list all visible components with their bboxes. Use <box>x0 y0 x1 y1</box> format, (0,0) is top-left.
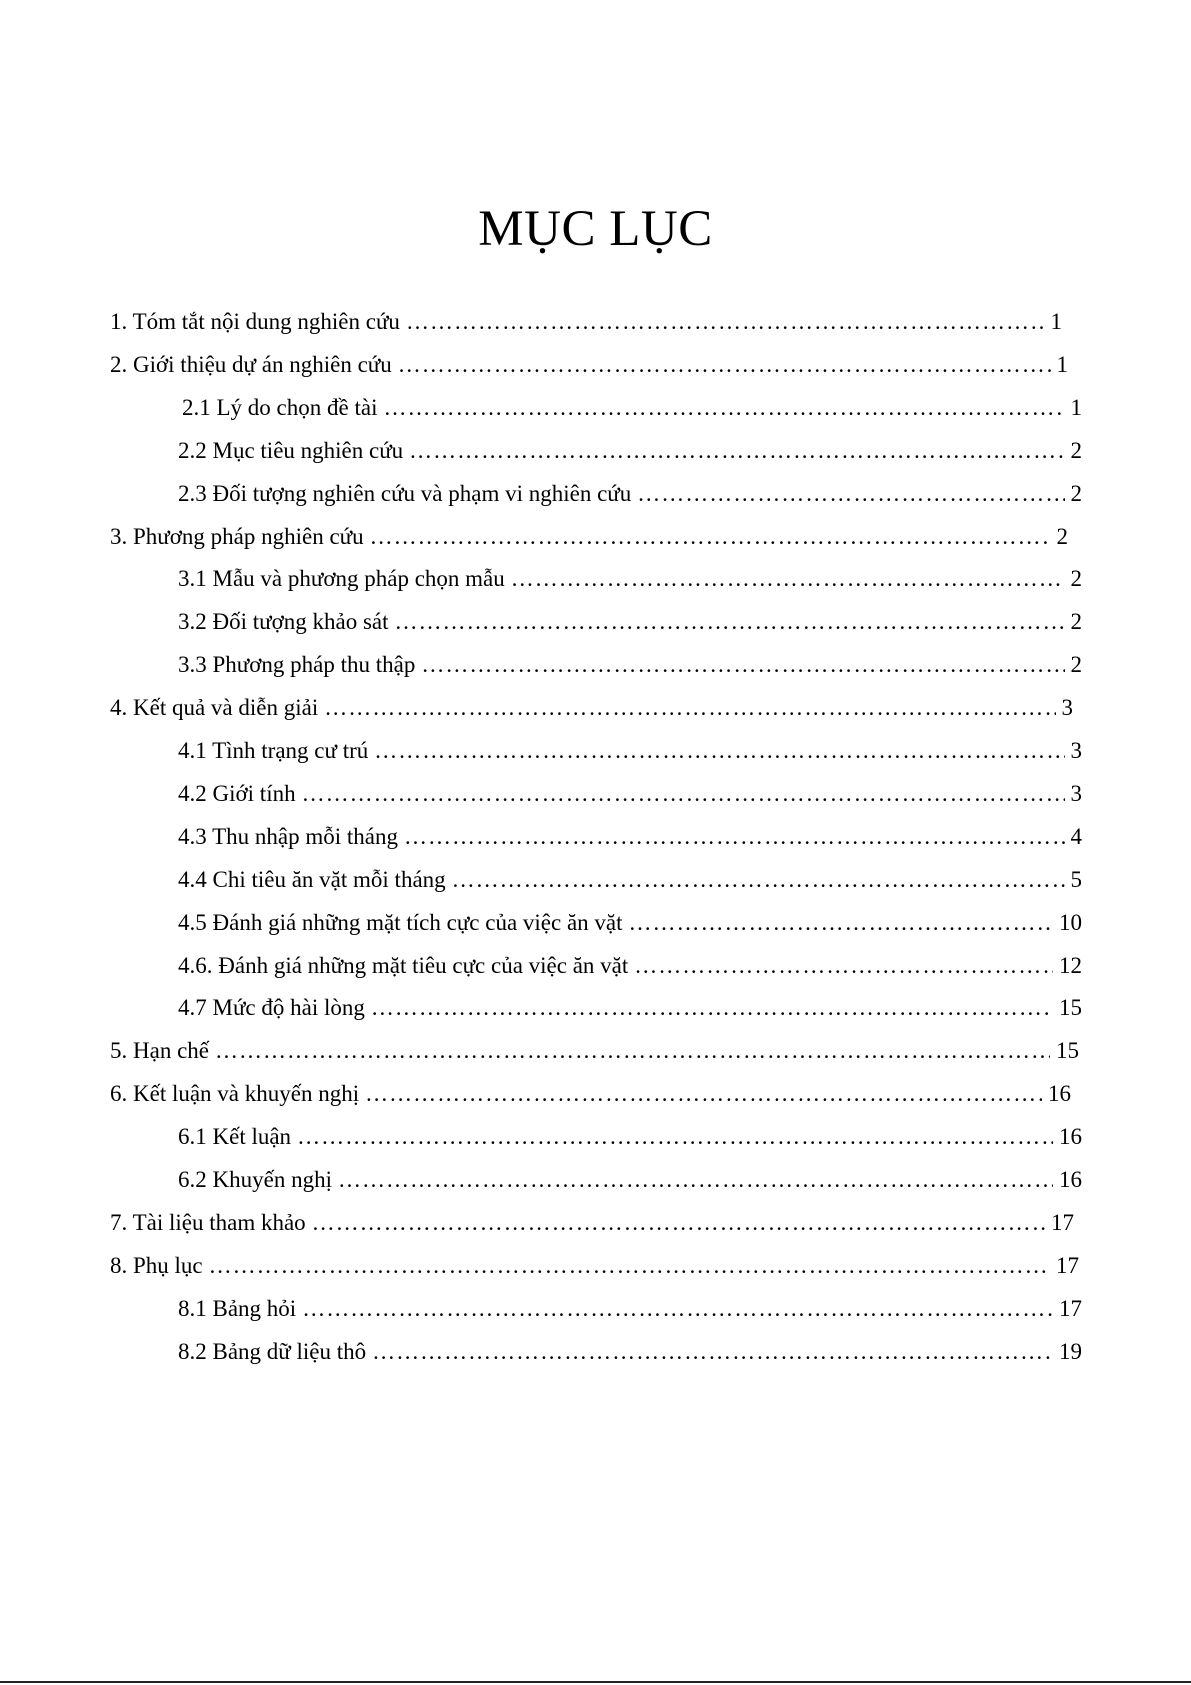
toc-entry-label: 1. Tóm tắt nội dung nghiên cứu <box>110 309 400 334</box>
toc-entry-label: 4.4 Chi tiêu ăn vặt mỗi tháng <box>178 867 446 892</box>
toc-entry-label: 3.2 Đối tượng khảo sát <box>178 609 389 634</box>
toc-entry-label: 4.2 Giới tính <box>178 781 296 806</box>
toc-entry-page-number: 3 <box>1070 738 1082 763</box>
toc-leader-dots <box>302 779 1065 809</box>
toc-entry-label: 4. Kết quả và diễn giải <box>110 695 319 720</box>
toc-entry[interactable] <box>178 908 1082 938</box>
toc-entry-page-number: 16 <box>1059 1124 1082 1149</box>
toc-leader-dots <box>297 1122 1053 1152</box>
toc-entry[interactable] <box>178 779 1082 809</box>
toc-entry[interactable] <box>110 350 1068 380</box>
toc-entry-page-number: 3 <box>1070 781 1082 806</box>
toc-leader-dots <box>215 1036 1050 1066</box>
toc-leader-dots <box>406 307 1045 337</box>
toc-leader-dots <box>383 393 1064 423</box>
toc-entry-page-number: 2 <box>1070 481 1082 506</box>
toc-entry[interactable] <box>178 607 1082 637</box>
toc-leader-dots <box>338 1165 1053 1195</box>
page-bottom-border <box>0 1681 1191 1683</box>
toc-entry-page-number: 2 <box>1070 438 1082 463</box>
toc-entry-page-number: 5 <box>1070 867 1082 892</box>
toc-entry-page-number: 2 <box>1070 566 1082 591</box>
toc-leader-dots <box>637 479 1064 509</box>
toc-entry-page-number: 15 <box>1059 995 1082 1020</box>
toc-entry[interactable] <box>178 822 1082 852</box>
toc-leader-dots <box>452 865 1065 895</box>
toc-entry-label: 6. Kết luận và khuyến nghị <box>110 1081 360 1106</box>
toc-entry-label: 4.5 Đánh giá những mặt tích cực của việc ăn vặt <box>178 910 623 935</box>
toc-leader-dots <box>374 736 1064 766</box>
toc-entry-label: 4.6. Đánh giá những mặt tiêu cực của việc ăn vặt <box>178 953 629 978</box>
toc-leader-dots <box>209 1251 1050 1281</box>
toc-entry-label: 2.3 Đối tượng nghiên cứu và phạm vi nghiên cứu <box>178 481 632 506</box>
toc-entry[interactable] <box>178 564 1082 594</box>
toc-entry[interactable] <box>178 993 1082 1023</box>
toc-entry-page-number: 16 <box>1059 1167 1082 1192</box>
toc-entry[interactable] <box>182 393 1082 423</box>
toc-entry-label: 6.2 Khuyến nghị <box>178 1167 332 1192</box>
toc-entry[interactable] <box>110 1251 1079 1281</box>
toc-leader-dots <box>629 908 1053 938</box>
toc-leader-dots <box>312 1208 1045 1238</box>
toc-entry-label: 3.1 Mẫu và phương pháp chọn mẫu <box>178 566 505 591</box>
toc-leader-dots <box>302 1294 1053 1324</box>
toc-leader-dots <box>398 350 1051 380</box>
toc-entry-label: 8.1 Bảng hỏi <box>178 1296 297 1321</box>
toc-entry-page-number: 10 <box>1059 910 1082 935</box>
toc-leader-dots <box>370 522 1051 552</box>
toc-entry[interactable] <box>178 650 1082 680</box>
toc-entry-label: 2.2 Mục tiêu nghiên cứu <box>178 438 404 463</box>
toc-entry-label: 4.7 Mức độ hài lòng <box>178 995 365 1020</box>
toc-entry-label: 3.3 Phương pháp thu thập <box>178 652 416 677</box>
toc-entry[interactable] <box>110 522 1068 552</box>
toc-leader-dots <box>404 822 1065 852</box>
page-title: MỤC LỤC <box>478 201 713 257</box>
toc-entry[interactable] <box>178 1294 1082 1324</box>
toc-leader-dots <box>395 607 1065 637</box>
toc-entry-page-number: 12 <box>1059 953 1082 978</box>
toc-entry[interactable] <box>178 1337 1082 1367</box>
toc-entry-page-number: 4 <box>1070 824 1082 849</box>
toc-leader-dots <box>511 564 1065 594</box>
toc-entry[interactable] <box>178 1122 1082 1152</box>
toc-entry[interactable] <box>178 865 1082 895</box>
toc-leader-dots <box>371 993 1053 1023</box>
toc-leader-dots <box>324 693 1055 723</box>
toc-entry-label: 7. Tài liệu tham khảo <box>110 1210 306 1235</box>
toc-leader-dots <box>365 1079 1042 1109</box>
toc-leader-dots <box>421 650 1064 680</box>
toc-entry-page-number: 3 <box>1061 695 1073 720</box>
toc-entry-page-number: 1 <box>1050 309 1062 334</box>
toc-entry-page-number: 1 <box>1056 352 1068 377</box>
toc-entry-page-number: 17 <box>1051 1210 1074 1235</box>
toc-leader-dots <box>634 951 1053 981</box>
toc-entry[interactable] <box>178 479 1082 509</box>
toc-entry[interactable] <box>178 436 1082 466</box>
toc-entry-label: 4.1 Tình trạng cư trú <box>178 738 369 763</box>
toc-entry-label: 8.2 Bảng dữ liệu thô <box>178 1339 367 1364</box>
toc-entry[interactable] <box>178 1165 1082 1195</box>
toc-entry-label: 3. Phương pháp nghiên cứu <box>110 524 364 549</box>
toc-entry-page-number: 16 <box>1048 1081 1071 1106</box>
toc-entry-page-number: 19 <box>1059 1339 1082 1364</box>
toc-leader-dots <box>409 436 1064 466</box>
toc-entry[interactable] <box>110 693 1073 723</box>
toc-entry-label: 2. Giới thiệu dự án nghiên cứu <box>110 352 392 377</box>
toc-entry-page-number: 17 <box>1056 1253 1079 1278</box>
toc-entry-label: 8. Phụ lục <box>110 1253 203 1278</box>
toc-entry-label: 4.3 Thu nhập mỗi tháng <box>178 824 398 849</box>
toc-entry[interactable] <box>110 1036 1079 1066</box>
toc-entry-page-number: 17 <box>1059 1296 1082 1321</box>
toc-entry-label: 2.1 Lý do chọn đề tài <box>182 395 378 420</box>
toc-leader-dots <box>372 1337 1053 1367</box>
toc-entry-label: 6.1 Kết luận <box>178 1124 292 1149</box>
toc-entry-label: 5. Hạn chế <box>110 1038 209 1063</box>
toc-entry-page-number: 1 <box>1070 395 1082 420</box>
toc-entry-page-number: 2 <box>1070 609 1082 634</box>
toc-entry[interactable] <box>110 1208 1074 1238</box>
toc-entry[interactable] <box>110 307 1062 337</box>
toc-entry[interactable] <box>110 1079 1071 1109</box>
toc-entry-page-number: 2 <box>1056 524 1068 549</box>
toc-entry-page-number: 15 <box>1056 1038 1079 1063</box>
toc-entry[interactable] <box>178 736 1082 766</box>
toc-entry-page-number: 2 <box>1070 652 1082 677</box>
toc-entry[interactable] <box>178 951 1082 981</box>
